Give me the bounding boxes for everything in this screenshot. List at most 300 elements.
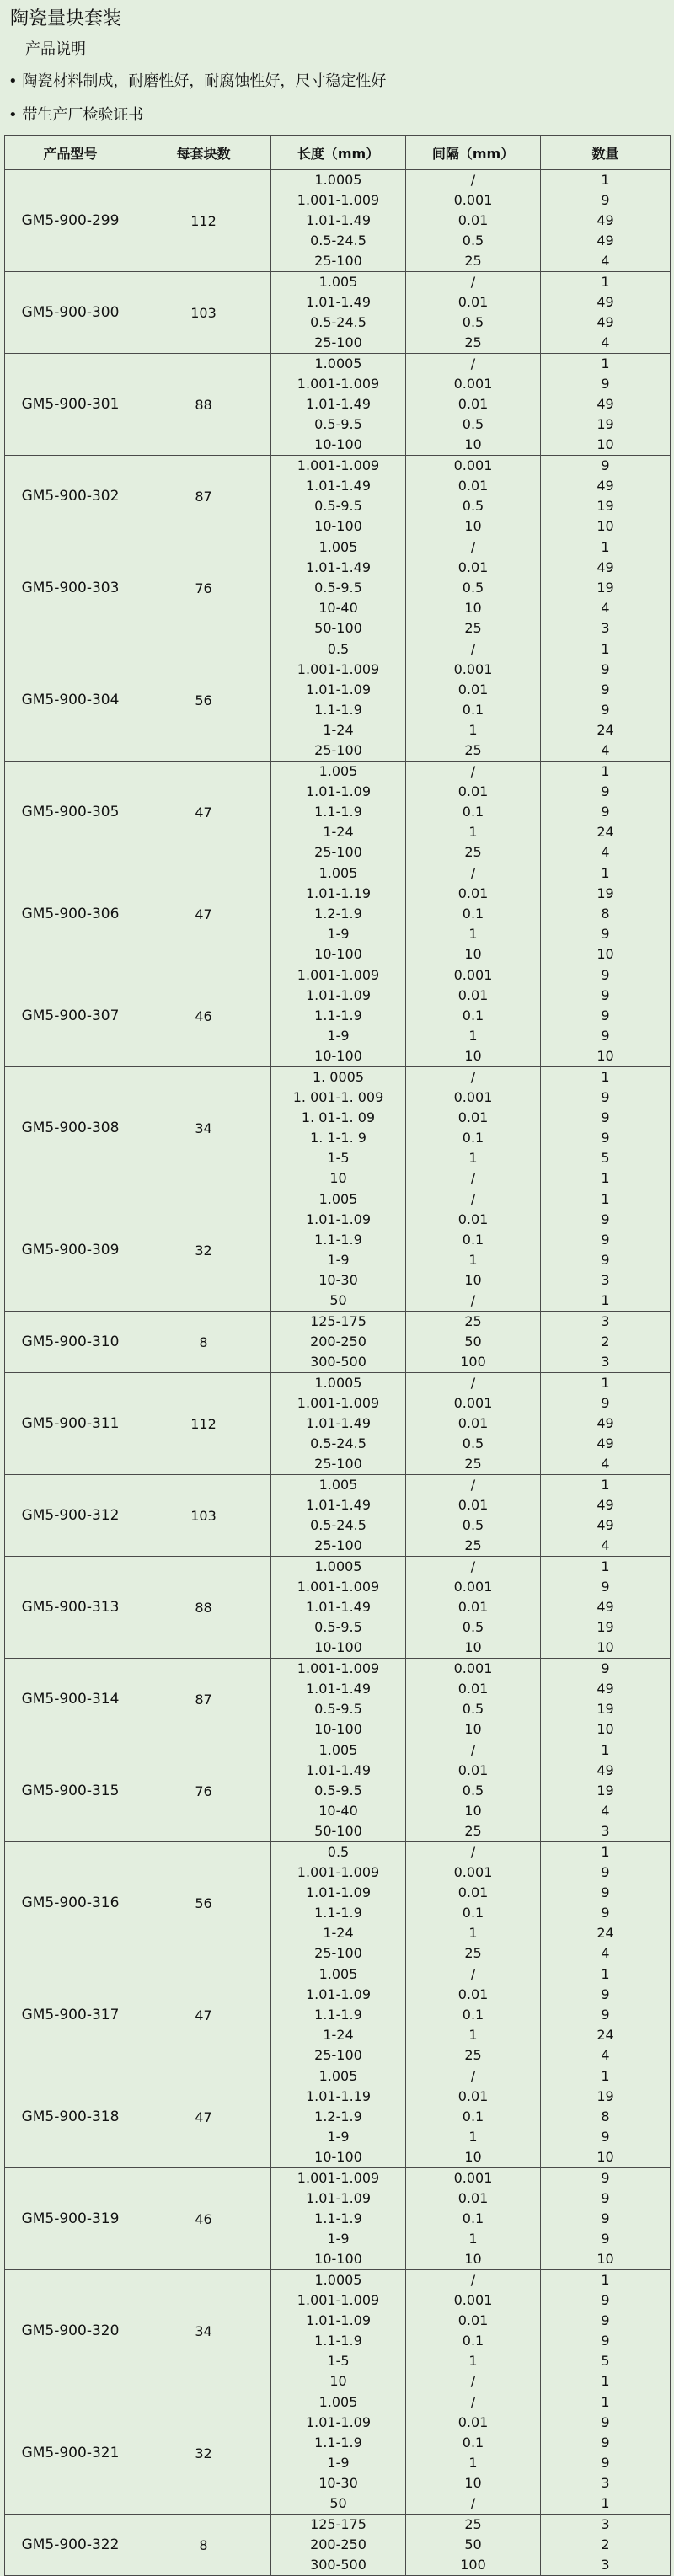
cell-line: 24: [596, 824, 614, 840]
cell-line: 10: [596, 946, 614, 962]
cell-line: /: [470, 641, 476, 657]
model-cell: GM5-900-305: [5, 762, 136, 863]
cell-line: 9: [601, 661, 610, 677]
cell-line: 1.01-1.09: [305, 2312, 372, 2328]
model-cell: GM5-900-299: [5, 170, 136, 272]
cell-line: 125-175: [310, 2516, 366, 2532]
cell-line: 1: [601, 2495, 610, 2511]
cell-line: 3: [601, 1823, 610, 1839]
cell-line: 0.5: [327, 1844, 350, 1860]
quantity-cell: [541, 1740, 671, 1842]
model-cell: GM5-900-321: [5, 2392, 136, 2515]
quantity-cell: [541, 1964, 671, 2066]
cell-line: 1: [601, 2272, 610, 2288]
cell-line: 10: [596, 1721, 614, 1737]
cell-line: 1.005: [318, 539, 358, 555]
cell-line: 0.5: [327, 641, 350, 657]
cell-line: 9: [601, 2170, 610, 2186]
cell-line: 1.005: [318, 1477, 358, 1493]
cell-line: /: [470, 763, 476, 779]
cell-line: 1: [601, 1742, 610, 1758]
cell-line: /: [470, 865, 476, 881]
cell-line: 9: [601, 2231, 610, 2247]
cell-line: 25: [464, 844, 482, 860]
cell-line: 1.005: [318, 2068, 358, 2084]
cell-line: 1: [468, 2231, 478, 2247]
cell-line: 0.1: [462, 2210, 484, 2226]
cell-line: 25: [464, 334, 482, 350]
cell-line: /: [470, 1375, 476, 1391]
cell-line: 49: [596, 1517, 614, 1533]
cell-line: 1.001-1.009: [297, 376, 380, 392]
cell-line: /: [470, 1966, 476, 1982]
quantity-cell: [541, 537, 671, 639]
cell-line: 10: [464, 1639, 482, 1655]
cell-line: 19: [596, 1619, 614, 1635]
length-cell: [271, 1067, 406, 1189]
cell-line: 1.001-1.009: [297, 457, 380, 473]
table-row: [5, 1475, 671, 1557]
model-cell: GM5-900-318: [5, 2066, 136, 2168]
cell-line: 25: [464, 1456, 482, 1472]
cell-line: 1.01-1.49: [305, 559, 372, 575]
cell-line: 0.001: [453, 1579, 493, 1595]
cell-line: 1.005: [318, 1966, 358, 1982]
cell-line: 1.1-1.9: [314, 2333, 362, 2349]
cell-line: 4: [601, 600, 610, 616]
cell-line: 1: [468, 2027, 478, 2043]
length-cell: [271, 1964, 406, 2066]
cell-line: 9: [601, 1028, 610, 1044]
cell-line: 0.5: [462, 1517, 484, 1533]
cell-line: 2: [601, 1333, 610, 1349]
cell-line: 200-250: [310, 2536, 366, 2552]
cell-line: 49: [596, 478, 614, 494]
cell-line: 1.001-1.009: [297, 2292, 380, 2308]
cell-line: 1: [601, 865, 610, 881]
cell-line: 1.01-1.19: [305, 2088, 372, 2104]
cell-line: 1.001-1.009: [297, 1579, 380, 1595]
cell-line: 49: [596, 294, 614, 310]
cell-line: 10-100: [314, 2149, 362, 2165]
cell-line: 9: [601, 987, 610, 1003]
cell-line: 1.01-1.09: [305, 681, 372, 697]
cell-line: 10: [596, 436, 614, 452]
cell-line: 10: [464, 2475, 482, 2491]
quantity-cell: [541, 354, 671, 456]
cell-line: 10-100: [314, 946, 362, 962]
cell-line: 1: [601, 1170, 610, 1186]
count-cell: 47: [136, 863, 271, 965]
cell-line: 2: [601, 2536, 610, 2552]
feature-bullet: • 带生产厂检验证书: [8, 106, 144, 124]
cell-line: /: [470, 2272, 476, 2288]
cell-line: 0.01: [457, 885, 489, 901]
header-quantity: 数量: [541, 136, 671, 170]
cell-line: 0.5-24.5: [310, 232, 366, 249]
cell-line: 1.1-1.9: [314, 1905, 362, 1921]
length-cell: [271, 965, 406, 1067]
cell-line: 1.1-1.9: [314, 1007, 362, 1023]
quantity-cell: [541, 1557, 671, 1659]
cell-line: 10: [329, 2373, 347, 2389]
cell-line: /: [470, 1170, 476, 1186]
cell-line: 0.001: [453, 967, 493, 983]
cell-line: 300-500: [310, 2557, 366, 2573]
cell-line: 0.001: [453, 376, 493, 392]
cell-line: 0.1: [462, 2108, 484, 2124]
cell-line: 1.0005: [314, 355, 362, 371]
count-cell: 103: [136, 1475, 271, 1557]
cell-line: 1.005: [318, 763, 358, 779]
cell-line: 3: [601, 1272, 610, 1288]
interval-cell: [406, 1659, 541, 1740]
quantity-cell: [541, 272, 671, 354]
cell-line: 0.1: [462, 2434, 484, 2450]
count-cell: 103: [136, 272, 271, 354]
cell-line: 1.0005: [314, 172, 362, 188]
cell-line: 0.1: [462, 1007, 484, 1023]
quantity-cell: [541, 2392, 671, 2515]
cell-line: 1: [601, 172, 610, 188]
cell-line: 9: [601, 2434, 610, 2450]
cell-line: 1.1-1.9: [314, 1232, 362, 1248]
cell-line: 10-100: [314, 2251, 362, 2267]
cell-line: 9: [601, 1007, 610, 1023]
cell-line: 10: [596, 1639, 614, 1655]
cell-line: 1: [601, 1477, 610, 1493]
cell-line: 10: [464, 2251, 482, 2267]
cell-line: 9: [601, 967, 610, 983]
cell-line: 9: [601, 702, 610, 718]
cell-line: 8: [601, 2108, 610, 2124]
cell-line: /: [470, 355, 476, 371]
cell-line: /: [470, 2373, 476, 2389]
cell-line: 1.01-1.49: [305, 1497, 372, 1513]
cell-line: 0.01: [457, 1762, 489, 1778]
cell-line: 10-100: [314, 1639, 362, 1655]
length-cell: [271, 1740, 406, 1842]
cell-line: 25: [464, 1823, 482, 1839]
cell-line: 25: [464, 1313, 482, 1329]
table-body: [5, 170, 671, 2576]
cell-line: 1: [468, 1252, 478, 1268]
cell-line: 1.01-1.19: [305, 885, 372, 901]
cell-line: 25-100: [314, 1456, 362, 1472]
cell-line: 0.1: [462, 2007, 484, 2023]
cell-line: 10: [464, 1803, 482, 1819]
cell-line: 25-100: [314, 2047, 362, 2063]
cell-line: 24: [596, 722, 614, 738]
cell-line: 1. 01-1. 09: [301, 1109, 376, 1125]
cell-line: 0.01: [457, 294, 489, 310]
section-subtitle: 产品说明: [25, 40, 86, 58]
cell-line: 10: [464, 600, 482, 616]
cell-line: 0.5-9.5: [314, 498, 362, 514]
cell-line: 0.01: [457, 478, 489, 494]
cell-line: /: [470, 2495, 476, 2511]
cell-line: 0.01: [457, 1415, 489, 1431]
cell-line: 1. 1-1. 9: [310, 1130, 366, 1146]
cell-line: 1: [468, 2353, 478, 2369]
table-row: [5, 456, 671, 537]
cell-line: 10: [596, 2251, 614, 2267]
cell-line: 0.1: [462, 1905, 484, 1921]
cell-line: 25-100: [314, 253, 362, 269]
cell-line: 1-24: [323, 824, 354, 840]
cell-line: 9: [601, 1884, 610, 1900]
cell-line: 49: [596, 1497, 614, 1513]
cell-line: 49: [596, 1762, 614, 1778]
cell-line: 1.005: [318, 865, 358, 881]
length-cell: [271, 1189, 406, 1312]
cell-line: 1.0005: [314, 2272, 362, 2288]
length-cell: [271, 2270, 406, 2392]
interval-cell: [406, 456, 541, 537]
count-cell: 34: [136, 1067, 271, 1189]
model-cell: GM5-900-315: [5, 1740, 136, 1842]
cell-line: 25: [464, 1945, 482, 1961]
length-cell: [271, 2392, 406, 2515]
cell-line: 300-500: [310, 1354, 366, 1370]
cell-line: 1-24: [323, 1925, 354, 1941]
cell-line: 9: [601, 1232, 610, 1248]
cell-line: 0.01: [457, 2190, 489, 2206]
cell-line: 3: [601, 1313, 610, 1329]
table-row: [5, 2168, 671, 2270]
cell-line: 8: [601, 906, 610, 922]
interval-cell: [406, 965, 541, 1067]
interval-cell: [406, 762, 541, 863]
cell-line: 25-100: [314, 1537, 362, 1553]
model-cell: GM5-900-313: [5, 1557, 136, 1659]
table-row: [5, 639, 671, 762]
cell-line: 25-100: [314, 1945, 362, 1961]
cell-line: 0.001: [453, 2170, 493, 2186]
cell-line: 1: [601, 1844, 610, 1860]
cell-line: 5: [601, 1150, 610, 1166]
cell-line: 1-5: [327, 1150, 350, 1166]
quantity-cell: [541, 1312, 671, 1373]
cell-line: 0.5: [462, 498, 484, 514]
model-cell: GM5-900-303: [5, 537, 136, 639]
cell-line: 3: [601, 2516, 610, 2532]
quantity-cell: [541, 2066, 671, 2168]
cell-line: 3: [601, 620, 610, 636]
cell-line: 5: [601, 2353, 610, 2369]
model-cell: GM5-900-319: [5, 2168, 136, 2270]
cell-line: /: [470, 1292, 476, 1308]
cell-line: 0.5: [462, 232, 484, 249]
cell-line: 1.1-1.9: [314, 804, 362, 820]
cell-line: 1: [601, 1292, 610, 1308]
cell-line: 10: [596, 518, 614, 534]
interval-cell: [406, 2168, 541, 2270]
cell-line: 1: [601, 1558, 610, 1574]
cell-line: 4: [601, 1803, 610, 1819]
cell-line: 1: [601, 2373, 610, 2389]
cell-line: 1.001-1.009: [297, 967, 380, 983]
count-cell: 88: [136, 1557, 271, 1659]
cell-line: 10-100: [314, 436, 362, 452]
cell-line: 19: [596, 2088, 614, 2104]
length-cell: [271, 1557, 406, 1659]
model-cell: GM5-900-301: [5, 354, 136, 456]
cell-line: 10: [596, 2149, 614, 2165]
cell-line: 1: [601, 2068, 610, 2084]
cell-line: 0.5-9.5: [314, 1619, 362, 1635]
table-row: [5, 1373, 671, 1475]
count-cell: 112: [136, 1373, 271, 1475]
cell-line: 0.001: [453, 192, 493, 208]
cell-line: 4: [601, 2047, 610, 2063]
cell-line: 1: [601, 641, 610, 657]
cell-line: 1: [601, 1191, 610, 1207]
cell-line: 1.01-1.49: [305, 294, 372, 310]
cell-line: 1.001-1.009: [297, 1864, 380, 1880]
cell-line: 9: [601, 2292, 610, 2308]
length-cell: [271, 1312, 406, 1373]
cell-line: 9: [601, 1986, 610, 2002]
interval-cell: [406, 863, 541, 965]
cell-line: 1-9: [327, 2129, 350, 2145]
cell-line: 10-100: [314, 518, 362, 534]
table-row: [5, 863, 671, 965]
table-row: [5, 2392, 671, 2515]
table-row: [5, 1067, 671, 1189]
interval-cell: [406, 1842, 541, 1964]
cell-line: 9: [601, 1211, 610, 1227]
table-header-row: [5, 136, 671, 170]
cell-line: 9: [601, 2312, 610, 2328]
quantity-cell: [541, 2270, 671, 2392]
interval-cell: [406, 170, 541, 272]
cell-line: 9: [601, 2190, 610, 2206]
cell-line: 1.01-1.09: [305, 2190, 372, 2206]
count-cell: 88: [136, 354, 271, 456]
count-cell: 8: [136, 1312, 271, 1373]
model-cell: GM5-900-317: [5, 1964, 136, 2066]
cell-line: 200-250: [310, 1333, 366, 1349]
cell-line: /: [470, 1742, 476, 1758]
cell-line: 1.001-1.009: [297, 2170, 380, 2186]
interval-cell: [406, 1475, 541, 1557]
cell-line: 10-40: [318, 600, 358, 616]
model-cell: GM5-900-322: [5, 2515, 136, 2576]
model-cell: GM5-900-308: [5, 1067, 136, 1189]
cell-line: 0.5: [462, 1435, 484, 1451]
model-cell: GM5-900-316: [5, 1842, 136, 1964]
model-cell: GM5-900-302: [5, 456, 136, 537]
cell-line: 0.01: [457, 2414, 489, 2430]
cell-line: 0.1: [462, 804, 484, 820]
cell-line: 1.01-1.49: [305, 212, 372, 228]
quantity-cell: [541, 170, 671, 272]
cell-line: 1.001-1.009: [297, 1395, 380, 1411]
interval-cell: [406, 2392, 541, 2515]
cell-line: 9: [601, 2455, 610, 2471]
cell-line: 100: [460, 1354, 486, 1370]
cell-line: 19: [596, 498, 614, 514]
cell-line: 1.01-1.49: [305, 1415, 372, 1431]
count-cell: 56: [136, 1842, 271, 1964]
length-cell: [271, 863, 406, 965]
cell-line: 0.001: [453, 1864, 493, 1880]
model-cell: GM5-900-304: [5, 639, 136, 762]
header-model: 产品型号: [5, 136, 136, 170]
cell-line: 0.5: [462, 314, 484, 330]
cell-line: 0.01: [457, 396, 489, 412]
length-cell: [271, 354, 406, 456]
table-row: [5, 272, 671, 354]
cell-line: 1: [601, 274, 610, 290]
cell-line: 0.5: [462, 1619, 484, 1635]
feature-bullet: • 陶瓷材料制成，耐磨性好，耐腐蚀性好，尺寸稳定性好: [8, 72, 387, 90]
cell-line: 0.01: [457, 1497, 489, 1513]
cell-line: 1: [468, 1150, 478, 1166]
table-row: [5, 1557, 671, 1659]
cell-line: /: [470, 274, 476, 290]
cell-line: /: [470, 2394, 476, 2410]
cell-line: 9: [601, 1395, 610, 1411]
cell-line: 1.005: [318, 2394, 358, 2410]
cell-line: 100: [460, 2557, 486, 2573]
cell-line: 1.01-1.09: [305, 1211, 372, 1227]
cell-line: 9: [601, 1905, 610, 1921]
cell-line: 0.01: [457, 783, 489, 799]
cell-line: 0.5-9.5: [314, 580, 362, 596]
cell-line: 9: [601, 192, 610, 208]
table-row: [5, 2515, 671, 2576]
cell-line: /: [470, 539, 476, 555]
length-cell: [271, 2168, 406, 2270]
cell-line: 1.2-1.9: [314, 2108, 362, 2124]
cell-line: 1.0005: [314, 1375, 362, 1391]
model-cell: GM5-900-300: [5, 272, 136, 354]
cell-line: 0.01: [457, 1681, 489, 1697]
table-row: [5, 354, 671, 456]
cell-line: 1: [468, 1925, 478, 1941]
cell-line: 10: [596, 1048, 614, 1064]
cell-line: 25: [464, 620, 482, 636]
cell-line: 24: [596, 2027, 614, 2043]
cell-line: 1. 0005: [312, 1069, 365, 1085]
count-cell: 76: [136, 1740, 271, 1842]
cell-line: 4: [601, 253, 610, 269]
cell-line: 0.01: [457, 1986, 489, 2002]
cell-line: 10: [464, 2149, 482, 2165]
cell-line: 24: [596, 1925, 614, 1941]
interval-cell: [406, 1964, 541, 2066]
cell-line: 1-9: [327, 2231, 350, 2247]
interval-cell: [406, 2515, 541, 2576]
cell-line: /: [470, 172, 476, 188]
length-cell: [271, 639, 406, 762]
cell-line: 1: [601, 1069, 610, 1085]
cell-line: 25-100: [314, 742, 362, 758]
table-row: [5, 2066, 671, 2168]
quantity-cell: [541, 1475, 671, 1557]
cell-line: 9: [601, 804, 610, 820]
quantity-cell: [541, 1373, 671, 1475]
length-cell: [271, 1475, 406, 1557]
cell-line: 1.01-1.09: [305, 2414, 372, 2430]
count-cell: 76: [136, 537, 271, 639]
header-length: 长度（mm）: [271, 136, 406, 170]
cell-line: 1: [601, 355, 610, 371]
cell-line: 0.1: [462, 2333, 484, 2349]
cell-line: 1.0005: [314, 1558, 362, 1574]
